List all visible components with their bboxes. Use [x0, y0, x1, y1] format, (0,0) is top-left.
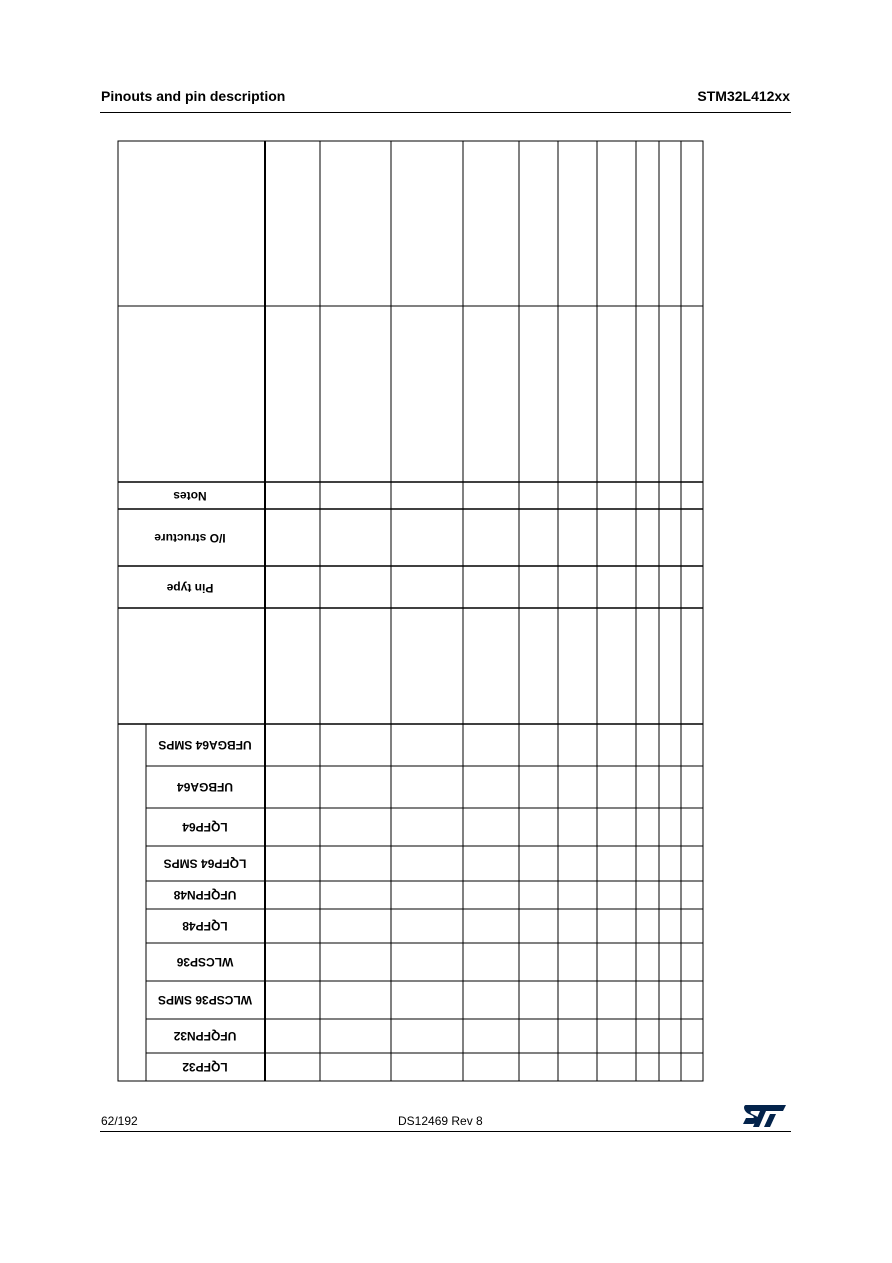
package-header: LQFP32: [182, 1060, 228, 1074]
package-header: WLCSP36 SMPS: [157, 993, 253, 1007]
section-title: Pinouts and pin description: [101, 88, 286, 104]
package-header: LQFP64 SMPS: [163, 856, 247, 871]
package-header: UFQFPN32: [173, 1029, 237, 1043]
page-number: 62/192: [101, 1114, 138, 1128]
io-structure-header: I/O structure: [154, 531, 226, 545]
package-header: LQFP48: [182, 919, 228, 933]
table-labels: [154, 489, 252, 1074]
package-header: UFQFPN48: [173, 888, 237, 902]
notes-header: Notes: [173, 489, 207, 503]
part-number: STM32L412xx: [697, 88, 790, 104]
table-border: [118, 141, 703, 1081]
package-header: UFBGA64 SMPS: [158, 738, 252, 752]
package-header: UFBGA64: [176, 780, 234, 794]
package-header: WLCSP36: [176, 955, 234, 969]
st-logo-icon: [742, 1102, 788, 1128]
document-reference: DS12469 Rev 8: [398, 1114, 483, 1128]
footer-divider: [100, 1131, 791, 1132]
pin-type-header: Pin type: [166, 581, 214, 595]
table-grid: [118, 141, 703, 1081]
package-header: LQFP64: [182, 820, 228, 834]
